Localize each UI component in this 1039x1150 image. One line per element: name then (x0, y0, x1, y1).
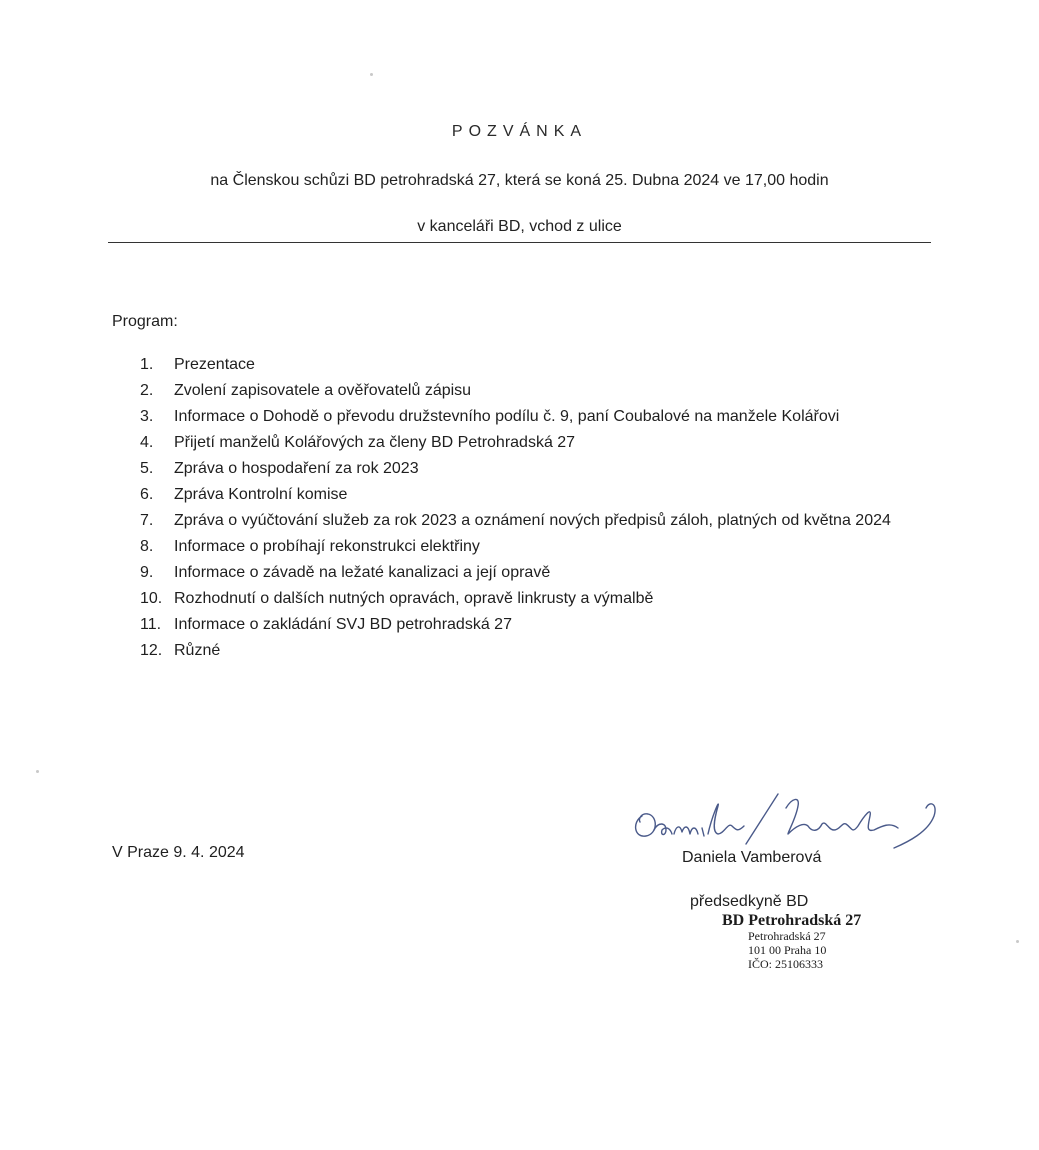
program-item-text: Zpráva o hospodaření za rok 2023 (174, 460, 419, 477)
program-item-text: Informace o probíhají rekonstrukci elektřiny (174, 538, 480, 555)
program-item (140, 613, 940, 637)
program-item-number: 3. (140, 408, 154, 425)
program-item-number: 9. (140, 564, 154, 581)
program-item (140, 379, 940, 403)
stamp-city: 101 00 Praha 10 (748, 943, 827, 957)
header-divider (108, 242, 931, 243)
program-item (140, 405, 940, 429)
program-item (140, 587, 940, 611)
program-item-number: 7. (140, 512, 154, 529)
signatory-role: předsedkyně BD (690, 893, 809, 910)
place-date: V Praze 9. 4. 2024 (112, 844, 245, 861)
stamp-company-name: BD Petrohradská 27 (722, 912, 862, 929)
meeting-details: na Členskou schůzi BD petrohradská 27, která se koná 25. Dubna 2024 ve 17,00 hodin (210, 172, 829, 189)
signatory-name: Daniela Vamberová (682, 849, 822, 866)
program-item-text: Přijetí manželů Kolářových za členy BD Petrohradská 27 (174, 434, 576, 451)
program-item-text: Zpráva o vyúčtování služeb za rok 2023 a oznámení nových předpisů záloh, platných od května 2024 (174, 512, 891, 529)
program-item-number: 5. (140, 460, 154, 477)
meeting-location: v kanceláři BD, vchod z ulice (417, 218, 622, 235)
program-item (140, 535, 940, 559)
program-item-number: 10. (140, 590, 163, 607)
program-item-number: 2. (140, 382, 154, 399)
program-item (140, 561, 940, 585)
stamp-street: Petrohradská 27 (748, 929, 826, 943)
stamp-ico: IČO: 25106333 (748, 957, 823, 971)
program-item-text: Různé (174, 642, 221, 659)
scan-speck (370, 73, 373, 76)
program-item-text: Prezentace (174, 356, 255, 373)
program-item-number: 8. (140, 538, 154, 555)
program-item (140, 639, 940, 663)
program-item-text: Informace o závadě na ležaté kanalizaci a její opravě (174, 564, 551, 581)
program-item (140, 457, 940, 481)
program-list (140, 353, 940, 665)
program-item-number: 4. (140, 434, 154, 451)
scan-speck (1016, 940, 1019, 943)
document-title: POZVÁNKA (451, 123, 588, 140)
program-item-number: 6. (140, 486, 154, 503)
program-item (140, 509, 894, 533)
program-item (140, 483, 940, 507)
company-stamp (722, 913, 861, 971)
program-item-text: Zpráva Kontrolní komise (174, 486, 348, 503)
program-item-text: Informace o Dohodě o převodu družstevního podílu č. 9, paní Coubalové na manžele Kolářovi (174, 408, 840, 425)
program-item-text: Zvolení zapisovatele a ověřovatelů zápisu (174, 382, 472, 399)
program-item-number: 12. (140, 642, 163, 659)
program-item (140, 431, 940, 455)
program-item-number: 1. (140, 356, 154, 373)
program-label: Program: (112, 313, 178, 330)
handwritten-signature (628, 786, 948, 856)
scan-speck (36, 770, 39, 773)
program-item-text: Informace o zakládání SVJ BD petrohradská 27 (174, 616, 512, 633)
program-item-text: Rozhodnutí o dalších nutných opravách, opravě linkrusty a výmalbě (174, 590, 654, 607)
program-item (140, 353, 940, 377)
program-item-number: 11. (140, 616, 162, 633)
